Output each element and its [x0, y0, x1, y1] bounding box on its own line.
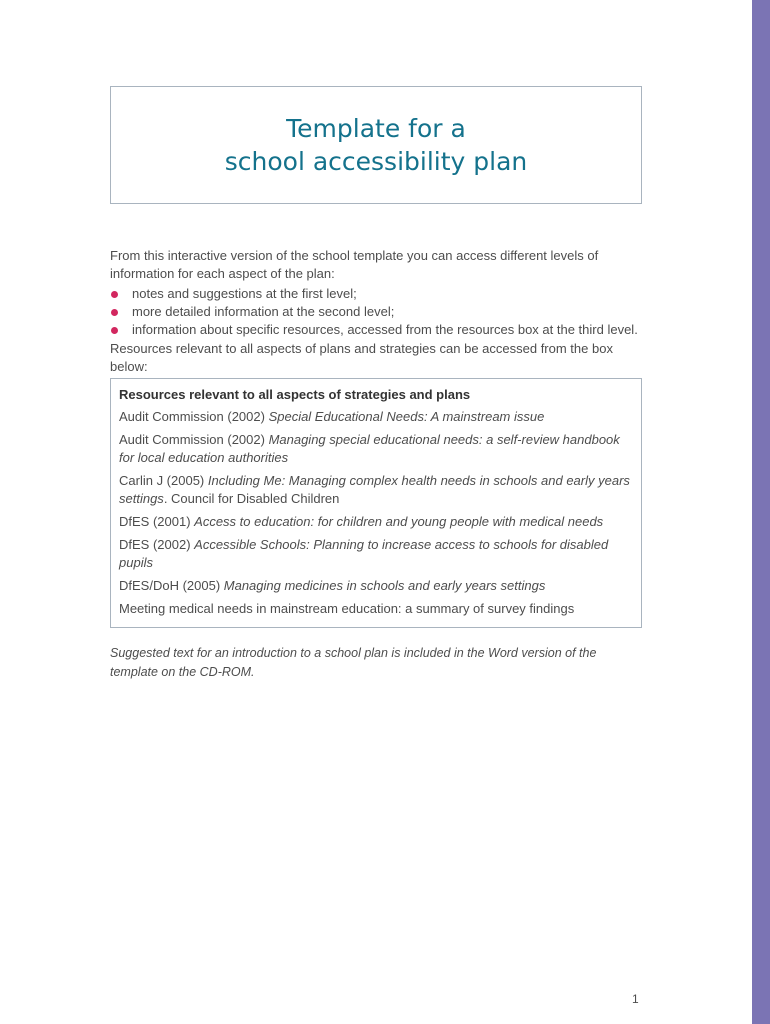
bullet-item-3: [110, 321, 642, 339]
title-box: [110, 86, 642, 204]
resource-item[interactable]: [119, 513, 633, 531]
resource-title: Including Me: Managing complex health needs in schools and early years settings: [119, 473, 630, 506]
page-number: 1: [632, 992, 639, 1006]
level-bullet-list: [110, 285, 642, 339]
resource-title: Accessible Schools: Planning to increase access to schools for disabled pupils: [119, 537, 609, 570]
resource-author: Audit Commission (2002): [119, 409, 269, 424]
side-color-bar: [752, 0, 770, 1024]
bullet-text: information about specific resources, accessed from the resources box at the third level.: [132, 322, 638, 337]
title-line-2: school accessibility plan: [224, 147, 528, 176]
resource-title: Access to education: for children and young people with medical needs: [194, 514, 604, 529]
resource-suffix: . Council for Disabled Children: [163, 491, 340, 506]
resource-item[interactable]: [119, 577, 633, 595]
intro-paragraph: From this interactive version of the school template you can access different levels of information for each aspect of the plan:: [110, 248, 599, 281]
bullet-text: more detailed information at the second level;: [132, 304, 395, 319]
resource-title: Special Educational Needs: A mainstream issue: [268, 409, 545, 424]
bullet-item-2: [110, 303, 642, 321]
resources-box-heading: Resources relevant to all aspects of strategies and plans: [119, 387, 471, 402]
main-content: [110, 247, 642, 682]
bullet-dot-icon: [111, 327, 118, 334]
resource-author: Carlin J (2005): [119, 473, 208, 488]
resource-author: Meeting medical needs in mainstream education: a summary of survey findings: [119, 601, 575, 616]
resource-title: Managing special educational needs: a self-review handbook for local education authorities: [119, 432, 620, 465]
resource-item[interactable]: [119, 472, 633, 508]
resource-item[interactable]: [119, 431, 633, 467]
resource-item[interactable]: [119, 408, 633, 426]
bullet-text: notes and suggestions at the first level;: [132, 286, 357, 301]
resource-author: DfES/DoH (2005): [119, 578, 224, 593]
title-line-1: Template for a: [286, 114, 466, 143]
resource-item[interactable]: [119, 600, 633, 618]
bullet-dot-icon: [111, 309, 118, 316]
bullet-item-1: [110, 285, 642, 303]
suggested-text-note: Suggested text for an introduction to a school plan is included in the Word version of the template on the CD-ROM.: [110, 646, 597, 679]
bullet-dot-icon: [111, 291, 118, 298]
resource-author: Audit Commission (2002): [119, 432, 269, 447]
resource-author: DfES (2001): [119, 514, 195, 529]
resource-item[interactable]: [119, 536, 633, 572]
resource-author: DfES (2002): [119, 537, 195, 552]
resource-title: Managing medicines in schools and early years settings: [223, 578, 546, 593]
resources-intro-paragraph: Resources relevant to all aspects of plans and strategies can be accessed from the box below:: [110, 341, 613, 374]
resources-box: [110, 378, 642, 628]
